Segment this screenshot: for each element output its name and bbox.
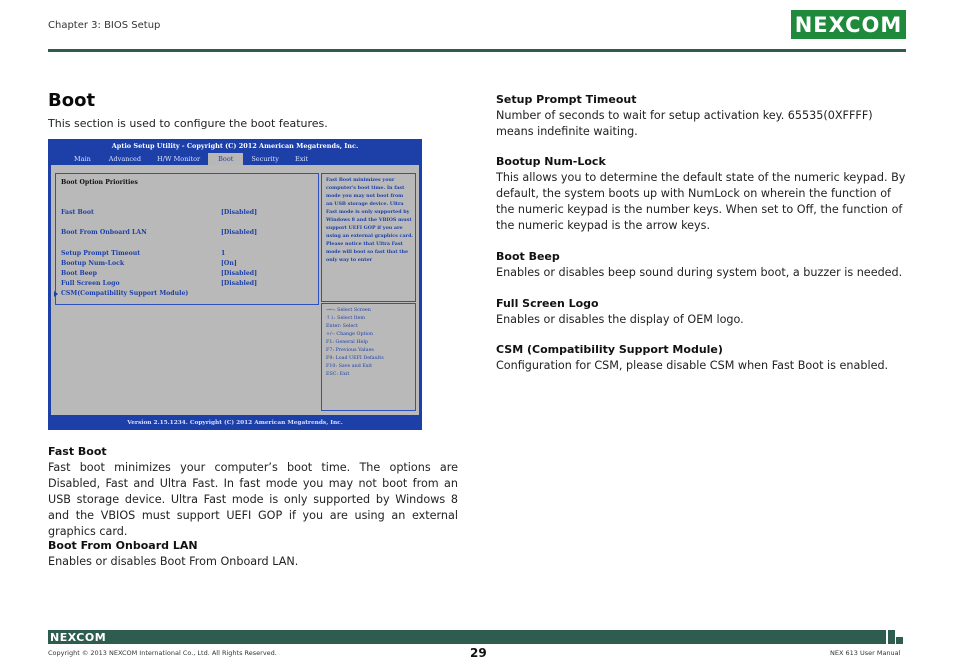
bios-value-boot-lan: [Disabled] (221, 229, 258, 236)
bios-value-full-screen-logo: [Disabled] (221, 280, 258, 287)
footer-logo: NEXCOM (50, 631, 107, 644)
section-body-setup-prompt: Number of seconds to wait for setup activation key. 65535(0XFFFF) means indefinite waiting. (496, 109, 873, 138)
bios-menu-hw-monitor: H/W Monitor (157, 155, 201, 163)
key-hint: F10: Save and Exit (326, 364, 373, 369)
bios-section-heading: Boot Option Priorities (61, 179, 138, 186)
section-heading-boot-lan: Boot From Onboard LAN (48, 539, 198, 552)
page-number: 29 (470, 646, 487, 660)
help-line: an USB storage device. Ultra (326, 201, 404, 207)
section-body-boot-lan: Enables or disables Boot From Onboard LAN. (48, 555, 299, 568)
help-line: support UEFI GOP if you are (326, 225, 403, 231)
section-body-fast-boot: Fast boot minimizes your computer’s boot time. The options are Disabled, Fast and Ultra Fast. In fast mode you may not boot from an USB storage device. Ultra Fast mode is only supported by Windows 8 and the VBIOS must support UEFI GOP if you are using an external graphics card. (48, 461, 458, 538)
bios-item-prompt-timeout: Setup Prompt Timeout (61, 250, 141, 257)
bios-menu-security: Security (251, 155, 279, 163)
help-line: mode you may not boot from (326, 193, 404, 199)
help-line: Fast mode is only supported by (326, 209, 410, 215)
bios-value-numlock: [On] (221, 260, 237, 267)
page-title: Boot (48, 90, 96, 111)
bios-value-prompt-timeout: 1 (221, 250, 226, 257)
bios-screenshot (48, 139, 422, 430)
footer-squares-icon (888, 630, 908, 644)
bios-title: Aptio Setup Utility - Copyright (C) 2012 American Megatrends, Inc. (111, 142, 359, 150)
bios-menu-boot: Boot (208, 153, 243, 165)
section-body-numlock: This allows you to determine the default state of the numeric keypad. By default, the system boots up with NumLock on wherein the function of the numeric keypad is the number keys. When set to Off, the function of the numeric keypad is the arrow keys. (496, 171, 906, 232)
key-hint: F7: Previous Values (326, 348, 374, 353)
bios-footer: Version 2.15.1234. Copyright (C) 2012 American Megatrends, Inc. (127, 420, 343, 426)
footer-bar (48, 630, 886, 644)
bios-body (51, 165, 419, 415)
bios-item-csm: CSM(Compatibility Support Module) (61, 290, 189, 297)
key-hint: +/-: Change Option (326, 332, 373, 337)
section-heading-full-screen-logo: Full Screen Logo (496, 297, 599, 310)
nexcom-logo (791, 10, 906, 39)
header-rule (48, 49, 788, 52)
help-line: using an external graphics card. (326, 233, 414, 239)
bios-item-boot-beep: Boot Beep (61, 270, 97, 277)
key-hint: ↑↓: Select Item (326, 316, 366, 321)
bios-menubar (48, 153, 422, 165)
help-line: Please notice that Ultra Fast (326, 241, 403, 247)
bios-value-fast-boot: [Disabled] (221, 209, 258, 216)
section-heading-setup-prompt: Setup Prompt Timeout (496, 93, 637, 106)
section-body-boot-beep: Enables or disables beep sound during system boot, a buzzer is needed. (496, 266, 903, 279)
key-hint: F9: Load UEFI Defaults (326, 356, 384, 361)
copyright-text: Copyright © 2013 NEXCOM International Co., Ltd. All Rights Reserved. (48, 649, 277, 657)
bios-keys-panel (321, 303, 416, 411)
section-body-full-screen-logo: Enables or disables the display of OEM logo. (496, 313, 744, 326)
chapter-label: Chapter 3: BIOS Setup (48, 20, 161, 31)
intro-text: This section is used to configure the boot features. (48, 117, 328, 130)
bios-menu-advanced: Advanced (108, 155, 142, 163)
bios-menu-exit: Exit (294, 155, 309, 163)
key-hint: Enter: Select (326, 324, 358, 329)
submenu-arrow-icon (54, 291, 58, 297)
key-hint: F1: General Help (326, 340, 368, 345)
logo-text: NEXCOM (794, 12, 903, 37)
section-heading-numlock: Bootup Num-Lock (496, 155, 606, 168)
manual-name: NEX 613 User Manual (830, 649, 901, 657)
bios-item-boot-lan: Boot From Onboard LAN (61, 229, 147, 236)
bios-help-panel (321, 173, 416, 302)
help-line: Windows 8 and the VBIOS must (326, 217, 412, 223)
help-line: computer's boot time. In fast (326, 185, 405, 191)
help-line: mode will boot so fast that the (326, 249, 409, 255)
header-rule-right (788, 49, 906, 52)
section-body-csm: Configuration for CSM, please disable CSM when Fast Boot is enabled. (496, 359, 889, 372)
section-heading-csm: CSM (Compatibility Support Module) (496, 343, 723, 356)
bios-item-numlock: Bootup Num-Lock (61, 260, 125, 267)
bios-value-boot-beep: [Disabled] (221, 270, 258, 277)
key-hint: ESC: Exit (326, 372, 350, 377)
help-line: only way to enter (326, 257, 373, 263)
bios-menu-main: Main (74, 155, 91, 163)
bios-item-full-screen-logo: Full Screen Logo (61, 280, 120, 287)
bios-item-fast-boot: Fast Boot (61, 209, 94, 216)
section-heading-fast-boot: Fast Boot (48, 445, 107, 458)
key-hint: →←: Select Screen (326, 308, 371, 313)
section-heading-boot-beep: Boot Beep (496, 250, 560, 263)
help-line: Fast Boot minimizes your (326, 177, 395, 183)
